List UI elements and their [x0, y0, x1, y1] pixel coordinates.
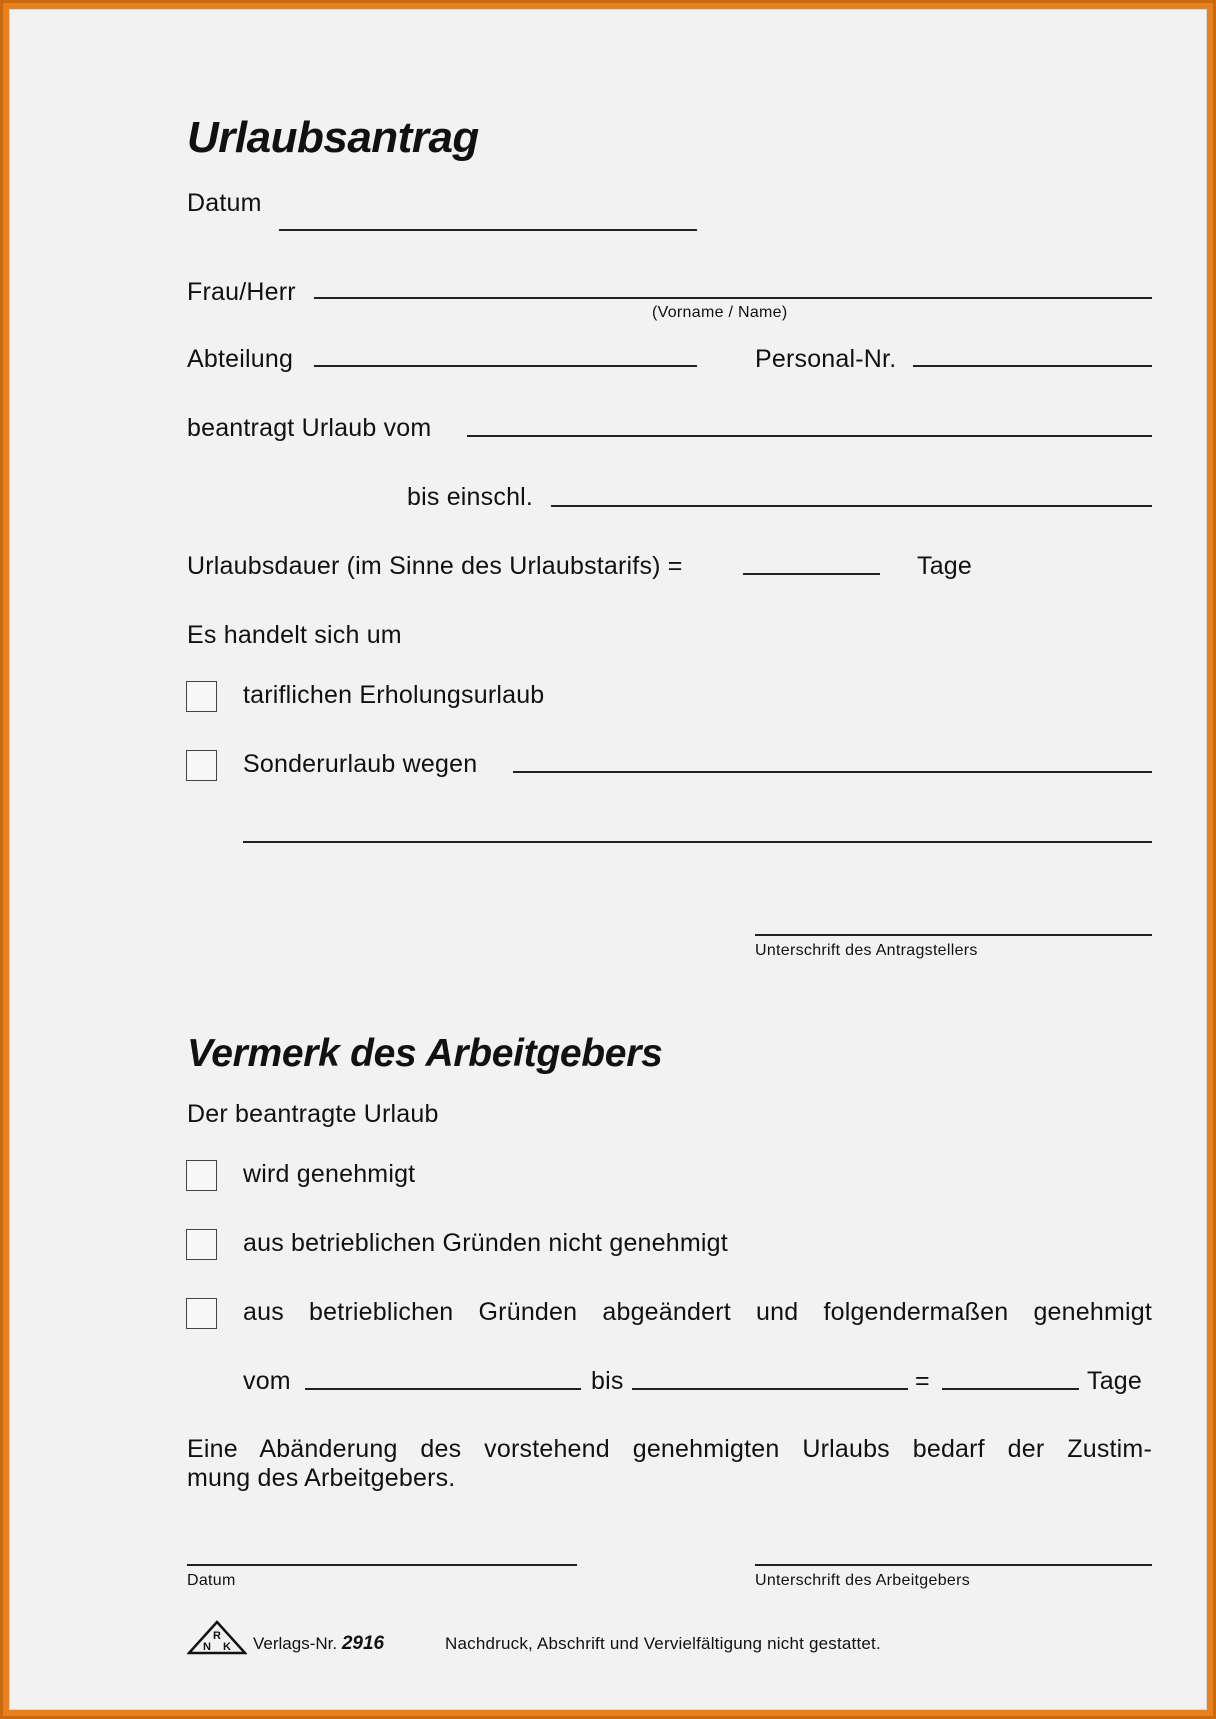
applicant-signature-field[interactable] — [755, 934, 1152, 936]
personnel-number-label: Personal-Nr. — [755, 345, 897, 373]
approved-label: wird genehmigt — [243, 1160, 416, 1188]
duration-days-field[interactable] — [743, 573, 880, 575]
name-hint: (Vorname / Name) — [652, 304, 788, 321]
vacation-from-field[interactable] — [467, 435, 1152, 437]
modified-to-label: bis — [591, 1367, 624, 1395]
date-field[interactable] — [279, 229, 697, 231]
modified-days-unit: Tage — [1087, 1367, 1143, 1395]
publisher-number-value: 2916 — [341, 1633, 385, 1654]
type-intro: Es handelt sich um — [187, 621, 402, 649]
employer-signature-field[interactable] — [755, 1564, 1152, 1566]
applicant-signature-label: Unterschrift des Antragstellers — [755, 942, 978, 959]
vacation-until-label: bis einschl. — [407, 483, 534, 511]
rejected-checkbox[interactable] — [186, 1229, 217, 1260]
form-title: Urlaubsantrag — [187, 113, 479, 162]
logo-letter-k: K — [223, 1641, 231, 1653]
modified-from-label: vom — [243, 1367, 291, 1395]
employer-date-label: Datum — [187, 1572, 236, 1589]
employer-signature-label: Unterschrift des Arbeitgebers — [755, 1572, 971, 1589]
special-leave-checkbox[interactable] — [186, 750, 217, 781]
duration-days-unit: Tage — [917, 552, 973, 580]
department-label: Abteilung — [187, 345, 294, 373]
employer-date-field[interactable] — [187, 1564, 577, 1566]
employer-section-title: Vermerk des Arbeitgebers — [187, 1032, 663, 1075]
regular-vacation-label: tariflichen Erholungsurlaub — [243, 681, 545, 709]
approved-checkbox[interactable] — [186, 1160, 217, 1191]
logo-letter-n: N — [203, 1641, 211, 1653]
special-leave-label: Sonderurlaub wegen — [243, 750, 478, 778]
amendment-note-line-2: mung des Arbeitgebers. — [187, 1464, 456, 1492]
modified-checkbox[interactable] — [186, 1298, 217, 1329]
special-leave-reason-field-2[interactable] — [243, 841, 1152, 843]
form-page — [9, 9, 1207, 1710]
modified-days-field[interactable] — [942, 1388, 1079, 1390]
publisher-label: Verlags-Nr. — [253, 1634, 338, 1653]
special-leave-reason-field[interactable] — [513, 771, 1152, 773]
rejected-label: aus betrieblichen Gründen nicht genehmigt — [243, 1229, 728, 1257]
regular-vacation-checkbox[interactable] — [186, 681, 217, 712]
modified-label: aus betrieblichen Gründen abgeändert und folgendermaßen genehmigt — [243, 1298, 1152, 1326]
modified-equals-sign: = — [915, 1367, 930, 1395]
copyright-note: Nachdruck, Abschrift und Vervielfältigung nicht gestattet. — [445, 1634, 881, 1653]
duration-label: Urlaubsdauer (im Sinne des Urlaubstarifs) = — [187, 552, 683, 580]
rnk-logo-icon — [187, 1620, 247, 1656]
department-field[interactable] — [314, 365, 697, 367]
employer-intro: Der beantragte Urlaub — [187, 1100, 439, 1128]
date-label: Datum — [187, 189, 262, 217]
publisher-number — [253, 1633, 384, 1655]
name-field[interactable] — [314, 297, 1152, 299]
name-label: Frau/Herr — [187, 278, 296, 306]
amendment-note-line-1: Eine Abänderung des vorstehend genehmigten Urlaubs bedarf der Zustim- — [187, 1435, 1152, 1463]
logo-letter-r: R — [213, 1630, 221, 1642]
modified-from-field[interactable] — [305, 1388, 581, 1390]
personnel-number-field[interactable] — [913, 365, 1152, 367]
modified-to-field[interactable] — [632, 1388, 908, 1390]
vacation-until-field[interactable] — [551, 505, 1152, 507]
vacation-from-label: beantragt Urlaub vom — [187, 414, 432, 442]
